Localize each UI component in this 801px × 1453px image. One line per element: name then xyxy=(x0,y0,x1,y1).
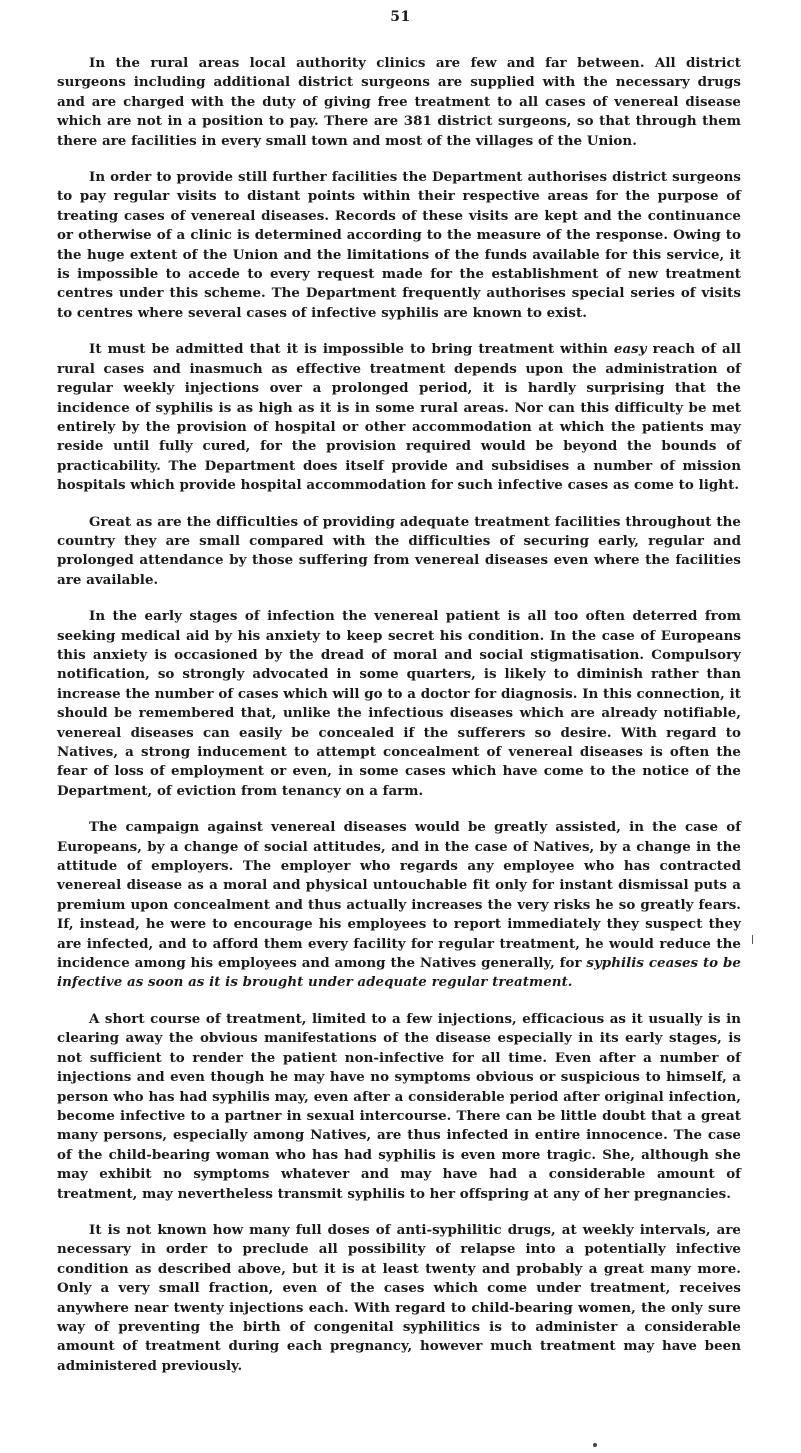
body-paragraph xyxy=(57,168,741,323)
document-body xyxy=(57,54,741,1393)
italic-text: syphilis ceases to be infective as soon as it is brought under adequate regular treatment. xyxy=(57,955,741,991)
paragraph-text: It is not known how many full doses of anti-syphilitic drugs, at weekly intervals, are necessary in order to preclude all possibility of relapse into a potentially infective condition as described above, but it is at least twenty and probably a great many more. Only a very small fraction, even of the cases which come under treatment, receives anywhere near twenty injections each. With regard to child-bearing women, the only sure way of preventing the birth of congenital syphilitics is to administer a considerable amount of treatment during each pregnancy, however much treatment may have been administered previously. xyxy=(57,1221,741,1374)
paragraph-text: In order to provide still further facilities the Department authorises district surgeons to pay regular visits to distant points within their respective areas for the purpose of treating cases of venereal diseases. Records of these visits are kept and the continuance or otherwise of a clinic is determined according to the measure of the response. Owing to the huge extent of the Union and the limitations of the funds available for this service, it is impossible to accede to every request made for the establishment of new treatment centres under this scheme. The Department frequently authorises special series of visits to centres where several cases of infective syphilis are known to exist. xyxy=(57,169,741,321)
body-paragraph xyxy=(57,513,741,591)
body-paragraph xyxy=(57,1010,741,1204)
body-paragraph xyxy=(57,607,741,801)
paragraph-text: In the early stages of infection the venereal patient is all too often deterred from seeking medical aid by his anxiety to keep secret his condition. In the case of Europeans this anxiety is occasioned by the dread of moral and social stigmatisation. Compulsory notification, so strongly advocated in some quarters, is likely to diminish rather than increase the number of cases which will go to a doctor for diagnosis. In this connection, it should be remembered that, unlike the infectious diseases which are already notifiable, venereal diseases can easily be concealed if the sufferers so desire. With regard to Natives, a strong inducement to attempt concealment of venereal diseases is often the fear of loss of employment or even, in some cases which have come to the notice of the Department, of eviction from tenancy on a farm. xyxy=(57,608,741,799)
paragraph-text: reach of all rural cases and inasmuch as effective treatment depends upon the administration of regular weekly injections over a prolonged period, it is hardly surprising that the incidence of syphilis is as high as it is in some rural areas. Nor can this difficulty be met entirely by the provision of hospital or other accommodation at which the patients may reside until fully cured, for the provision required would be beyond the bounds of practicability. The Department does itself provide and subsidises a number of mission hospitals which provide hospital accommodation for such infective cases as come to light. xyxy=(57,341,741,494)
body-paragraph xyxy=(57,818,741,993)
paragraph-text: In the rural areas local authority clinics are few and far between. All district surgeons including additional district surgeons are supplied with the necessary drugs and are charged with the duty of giving free treatment to all cases of venereal disease which are not in a position to pay. There are 381 district surgeons, so that through them there are facilities in every small town and most of the villages of the Union. xyxy=(57,55,741,149)
page-number: 51 xyxy=(390,9,411,25)
body-paragraph xyxy=(57,340,741,495)
paragraph-text: The campaign against venereal diseases would be greatly assisted, in the case of Europeans, by a change of social attitudes, and in the case of Natives, by a change in the attitude of employers. The employer who regards any employee who has contracted venereal disease as a moral and physical untouchable fit only for instant dismissal puts a premium upon concealment and thus actually increases the very risks he so greatly fears. If, instead, he were to encourage his employees to report immediately they suspect they are infected, and to afford them every facility for regular treatment, he would reduce the incidence among his employees and among the Natives generally, for xyxy=(57,819,741,972)
paragraph-text: Great as are the difficulties of providing adequate treatment facilities throughout the country they are small compared with the difficulties of securing early, regular and prolonged attendance by those suffering from venereal diseases even where the facilities are available. xyxy=(57,513,741,588)
ink-speck xyxy=(593,1443,597,1447)
italic-text: easy xyxy=(613,341,647,358)
body-paragraph xyxy=(57,1221,741,1376)
body-paragraph xyxy=(57,54,741,151)
paragraph-text: A short course of treatment, limited to a few injections, efficacious as it usually is in clearing away the obvious manifestations of the disease especially in its early stages, is not sufficient to render the patient non-infective for all time. Even after a number of injections and even though he may have no symptoms obvious or suspicious to himself, a person who has had syphilis may, even after a considerable period after original infection, become infective to a partner in sexual intercourse. There can be little doubt that a great many persons, especially among Natives, are thus infected in entire innocence. The case of the child-bearing woman who has had syphilis is even more tragic. She, although she may exhibit no symptoms whatever and may have had a considerable amount of treatment, may nevertheless transmit syphilis to her offspring at any of her pregnancies. xyxy=(57,1010,741,1202)
margin-mark xyxy=(752,935,753,944)
paragraph-text: It must be admitted that it is impossible to bring treatment within xyxy=(89,341,614,358)
